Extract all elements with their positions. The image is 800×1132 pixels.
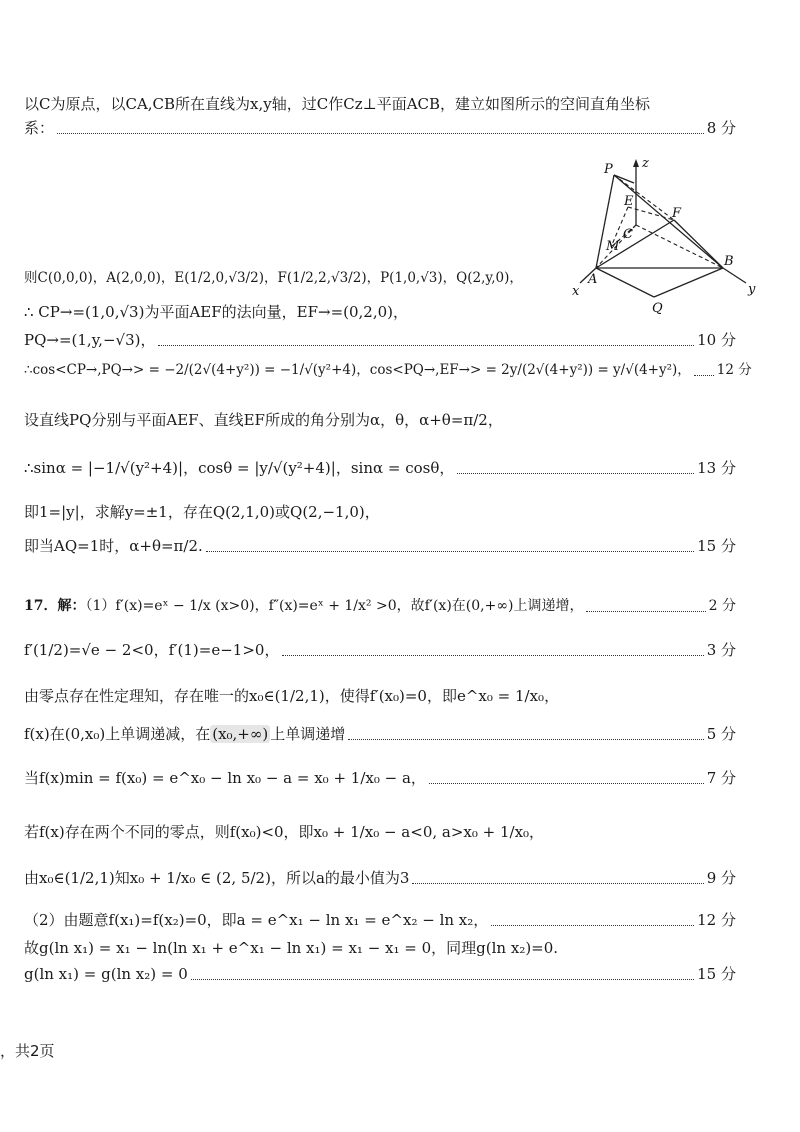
conclusion-line [24, 536, 736, 556]
q17-line-10-text: g(ln x₁) = g(ln x₂) = 0 [24, 965, 188, 983]
setup-line-2-text: 系： [24, 119, 55, 137]
q17-line-8 [24, 910, 736, 930]
coords-line: 则C(0,0,0)，A(2,0,0)，E(1/2,0,√3/2)，F(1/2,2,√3/2)，P(1,0,√3)，Q(2,y,0)， [24, 270, 523, 286]
q17-line-7 [24, 868, 736, 888]
score-5: 5 分 [706, 725, 736, 743]
score-2: 2 分 [708, 598, 736, 614]
edge-PA [596, 175, 614, 268]
dash-EF [628, 207, 674, 220]
leader-dots [491, 925, 694, 926]
leader-dots [348, 739, 703, 740]
leader-dots [282, 655, 703, 656]
cos-text: ∴cos<CP→,PQ→> = −2/(2√(4+y²)) = −1/√(y²+4)，cos<PQ→,EF→> = 2y/(2√(4+y²)) = y/√(4+y²)， [24, 362, 691, 378]
axis-y [723, 268, 746, 283]
q17-line-1-text: （1）f′(x)=eˣ − 1/x (x>0)，f″(x)=eˣ + 1/x² >0，故f′(x)在(0,+∞)上调递增， [85, 598, 584, 614]
q17-line-5-text: 当f(x)min = f(x₀) = e^x₀ − ln x₀ − a = x₀ + 1/x₀ − a， [24, 769, 426, 787]
q17-line-2-text: f′(1/2)=√e − 2<0，f′(1)=e−1>0， [24, 641, 280, 659]
label-A: A [588, 272, 598, 287]
pq-line [24, 330, 736, 350]
leader-dots [57, 133, 704, 134]
leader-dots [457, 473, 694, 474]
q17-line-3: 由零点存在性定理知，存在唯一的x₀∈(1/2,1)，使得f′(x₀)=0，即e^x₀ = 1/x₀， [24, 687, 560, 705]
score-7: 7 分 [706, 769, 736, 787]
label-y: y [748, 282, 756, 297]
score-15: 15 分 [697, 537, 736, 555]
label-x: x [572, 284, 580, 299]
highlighted-interval: (x₀,+∞) [212, 725, 269, 743]
edge-AQ [596, 268, 654, 297]
score-12b: 12 分 [697, 911, 736, 929]
conclusion-text: 即当AQ=1时，α+θ=π/2. [24, 537, 203, 555]
angles-line: 设直线PQ分别与平面AEF、直线EF所成的角分别为α，θ，α+θ=π/2， [24, 411, 503, 429]
q17-line-4 [24, 724, 736, 744]
leader-dots [206, 551, 694, 552]
sin-line [24, 458, 736, 478]
edge-PC-top [614, 175, 634, 183]
edge-QB [654, 268, 723, 297]
label-M: M [606, 239, 620, 254]
setup-line-2 [24, 118, 736, 138]
score-3: 3 分 [706, 641, 736, 659]
cos-line [24, 360, 752, 380]
solve-line: 即1=|y|，求解y=±1，存在Q(2,1,0)或Q(2,−1,0)， [24, 503, 380, 521]
score-15b: 15 分 [697, 965, 736, 983]
q17-line-4a: f(x)在(0,x₀)上单调递减，在 [24, 725, 211, 743]
label-E: E [624, 194, 634, 209]
leader-dots [412, 883, 703, 884]
q17-line-9: 故g(ln x₁) = x₁ − ln(ln x₁ + e^x₁ − ln x₁) = x₁ − x₁ = 0，同理g(ln x₂)=0. [24, 939, 559, 957]
label-z: z [642, 156, 649, 171]
dash-PF [614, 175, 674, 220]
normal-vector-line: ∴ CP→=(1,0,√3)为平面AEF的法向量，EF→=(0,2,0)， [24, 303, 409, 321]
sin-text: ∴sinα = |−1/√(y²+4)|，cosθ = |y/√(y²+4)|，sinα = cosθ， [24, 459, 455, 477]
q17-line-4b: 上单调递增 [270, 725, 346, 743]
score-10: 10 分 [697, 331, 736, 349]
leader-dots [586, 611, 705, 612]
score-12: 12 分 [716, 362, 752, 378]
q17-line-2 [24, 640, 736, 660]
axis-z-arrow [633, 159, 639, 167]
q17-line-6: 若f(x)存在两个不同的零点，则f(x₀)<0，即x₀ + 1/x₀ − a<0, a>x₀ + 1/x₀， [24, 823, 545, 841]
q17-line-7-text: 由x₀∈(1/2,1)知x₀ + 1/x₀ ∈ (2, 5/2)，所以a的最小值为3 [24, 869, 410, 887]
q17-line-10 [24, 964, 736, 984]
page-footer: ，共2页 [0, 1042, 55, 1060]
leader-dots [694, 375, 714, 376]
geometry-figure [566, 155, 766, 316]
label-Q: Q [652, 301, 663, 316]
q17-heading: 17．解： [24, 598, 86, 614]
q17-line-1 [24, 596, 736, 616]
q17-line-8-text: （2）由题意f(x₁)=f(x₂)=0，即a = e^x₁ − ln x₁ = e^x₂ − ln x₂， [24, 911, 489, 929]
label-P: P [604, 162, 613, 177]
pq-text: PQ→=(1,y,−√3)， [24, 331, 156, 349]
leader-dots [158, 345, 694, 346]
leader-dots [191, 979, 694, 980]
setup-line-1: 以C为原点，以CA,CB所在直线为x,y轴，过C作Cz⊥平面ACB，建立如图所示的空间直角坐标 [24, 95, 651, 113]
edge-FB [674, 220, 723, 268]
score-8: 8 分 [706, 119, 736, 137]
edge-PB [614, 175, 723, 268]
q17-line-5 [24, 768, 736, 788]
score-13: 13 分 [697, 459, 736, 477]
label-B: B [724, 254, 734, 269]
score-9: 9 分 [706, 869, 736, 887]
label-F: F [672, 206, 682, 221]
label-C: C [623, 227, 633, 242]
leader-dots [429, 783, 704, 784]
